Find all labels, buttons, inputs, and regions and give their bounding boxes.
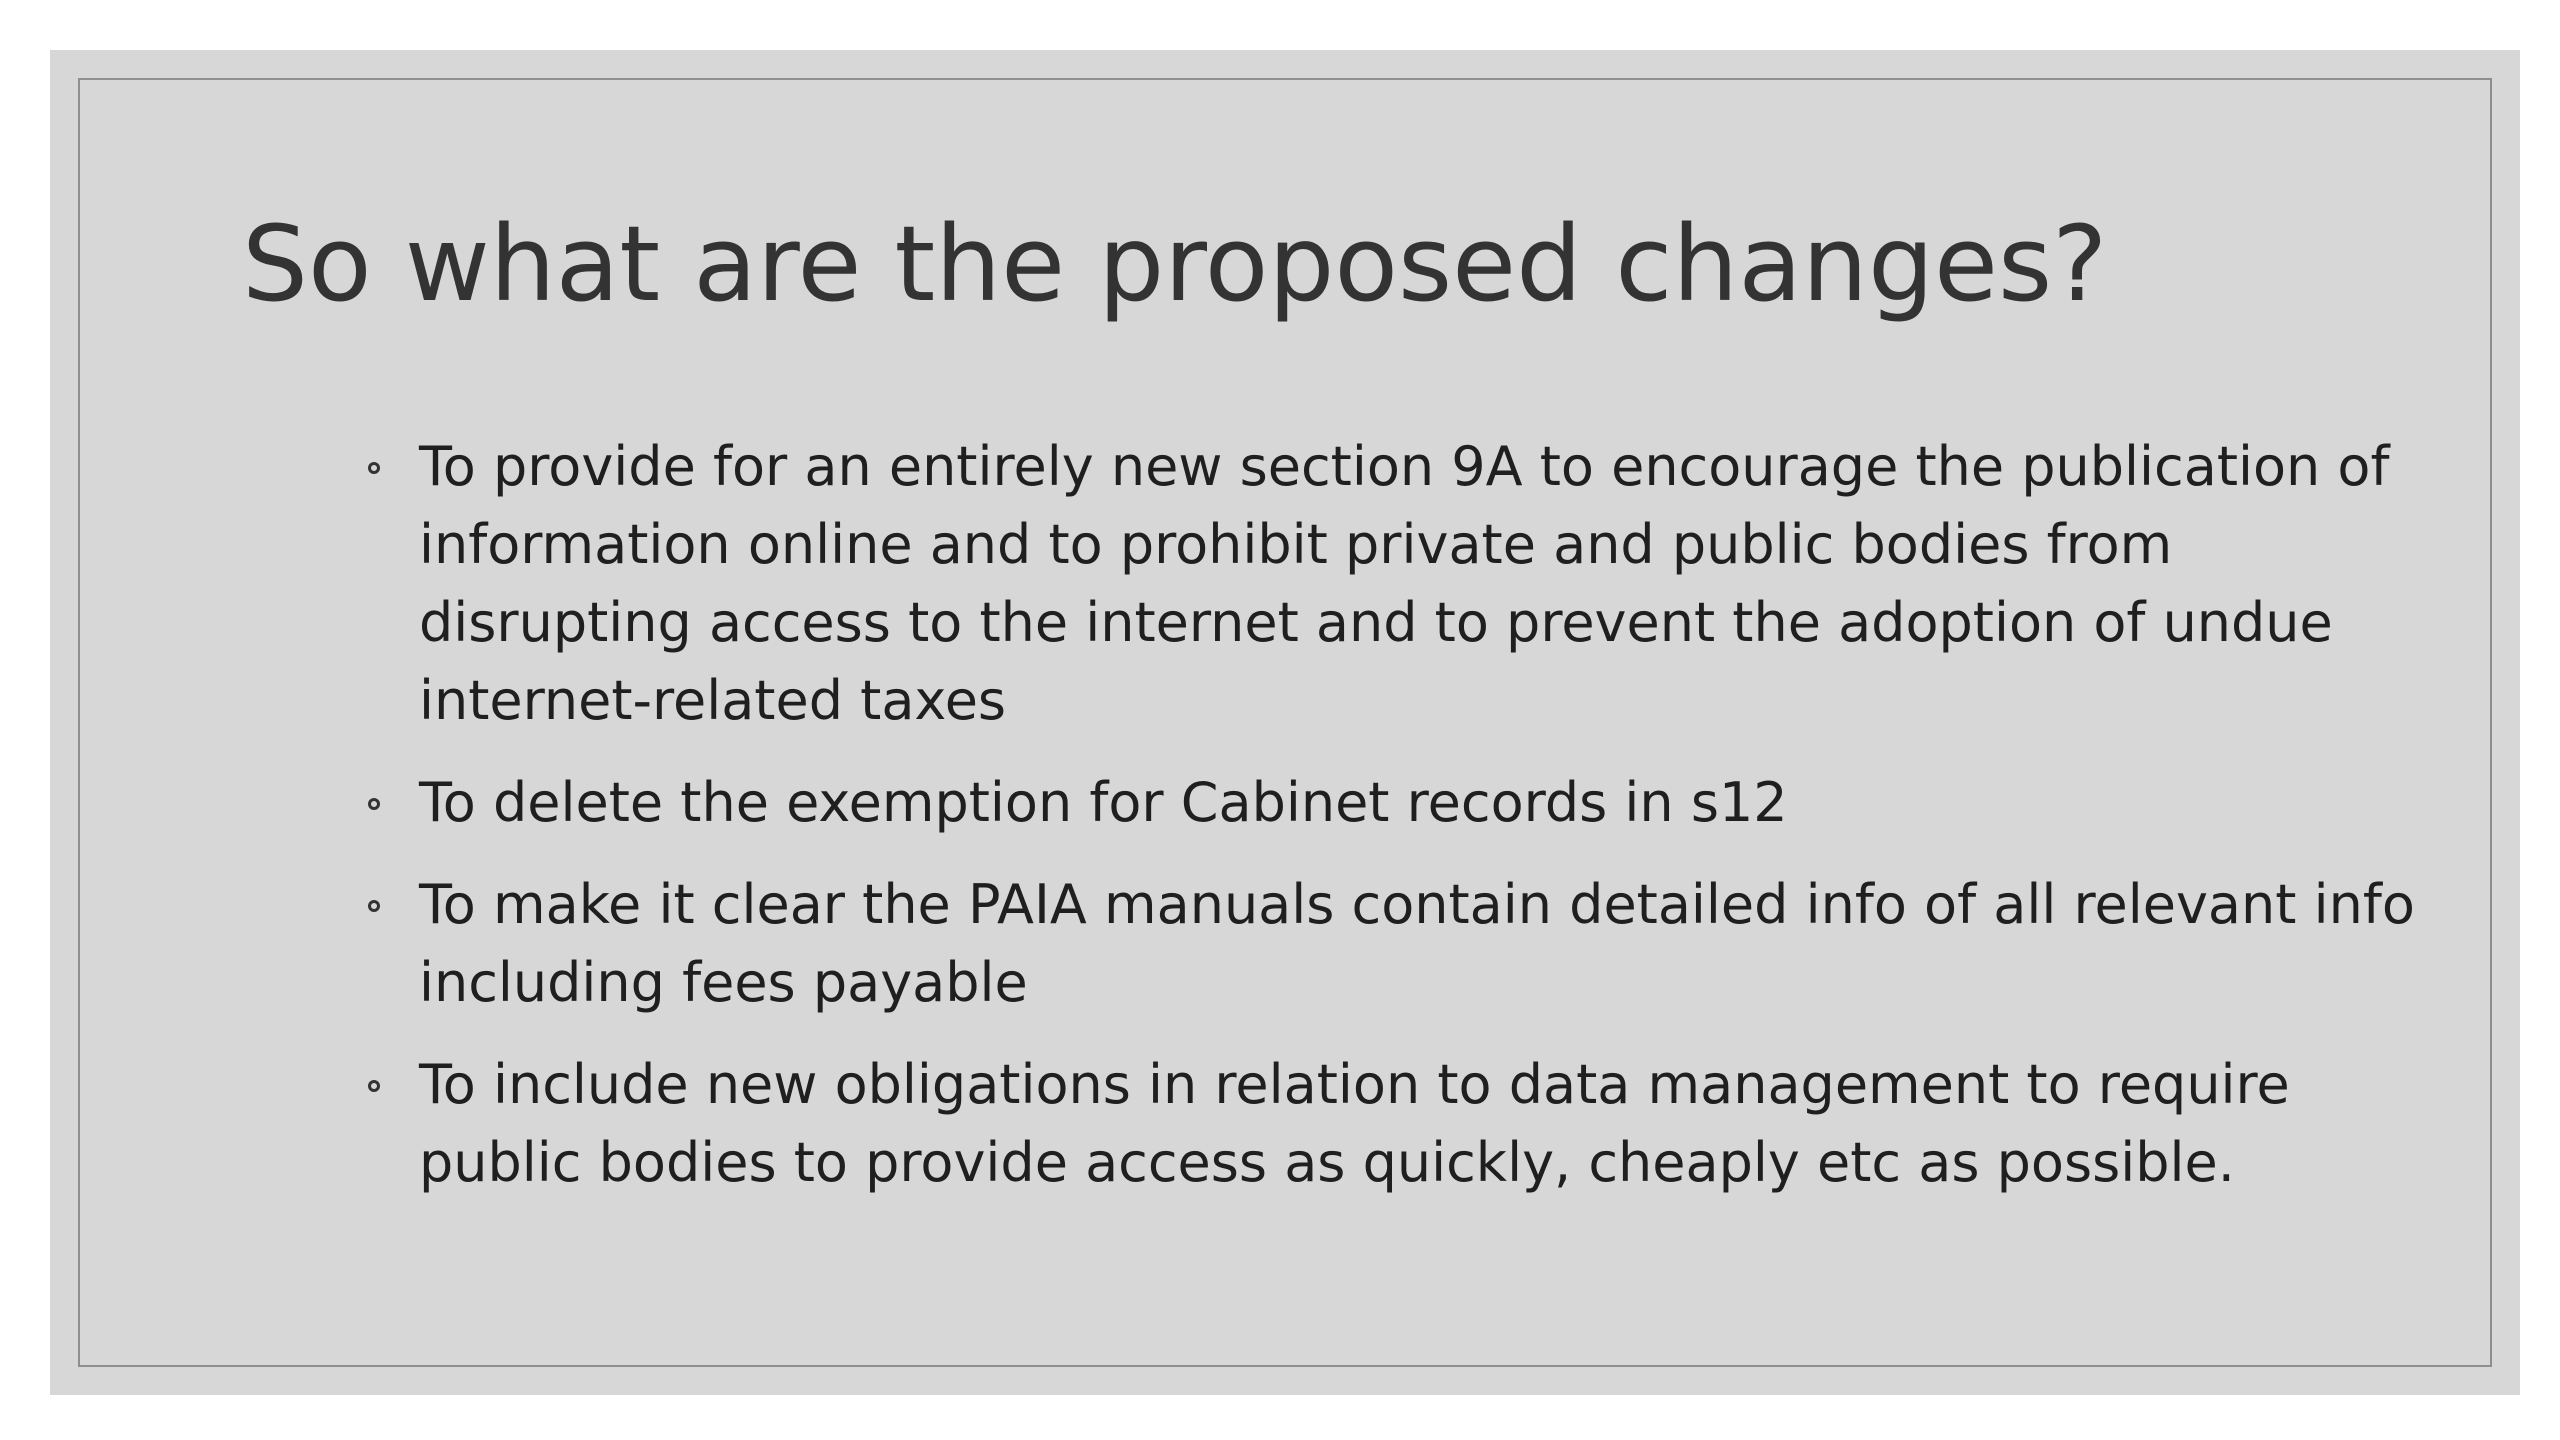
- hollow-circle-bullet-icon: [368, 900, 380, 912]
- bullet-item-data-management: [366, 1046, 2456, 1202]
- bullet-list: [366, 428, 2456, 1226]
- hollow-circle-bullet-icon: [368, 798, 380, 810]
- bullet-text: To provide for an entirely new section 9A to encourage the publication of information online and to prohibit private and public bodies from disrupting access to the internet and to prevent the adoption of undue internet-related taxes: [419, 435, 2390, 732]
- bullet-text: To delete the exemption for Cabinet records in s12: [419, 771, 1788, 834]
- slide-title: So what are the proposed changes?: [242, 203, 2108, 325]
- bullet-item-cabinet-records: [366, 764, 2456, 842]
- bullet-item-section-9a: [366, 428, 2456, 740]
- hollow-circle-bullet-icon: [368, 462, 380, 474]
- bullet-text: To make it clear the PAIA manuals contain detailed info of all relevant info including fees payable: [419, 873, 2415, 1014]
- slide: [50, 50, 2520, 1395]
- bullet-item-paia-manuals: [366, 866, 2456, 1022]
- hollow-circle-bullet-icon: [368, 1080, 380, 1092]
- bullet-text: To include new obligations in relation to data management to require public bodies to provide access as quickly, cheaply etc as possible.: [419, 1053, 2290, 1194]
